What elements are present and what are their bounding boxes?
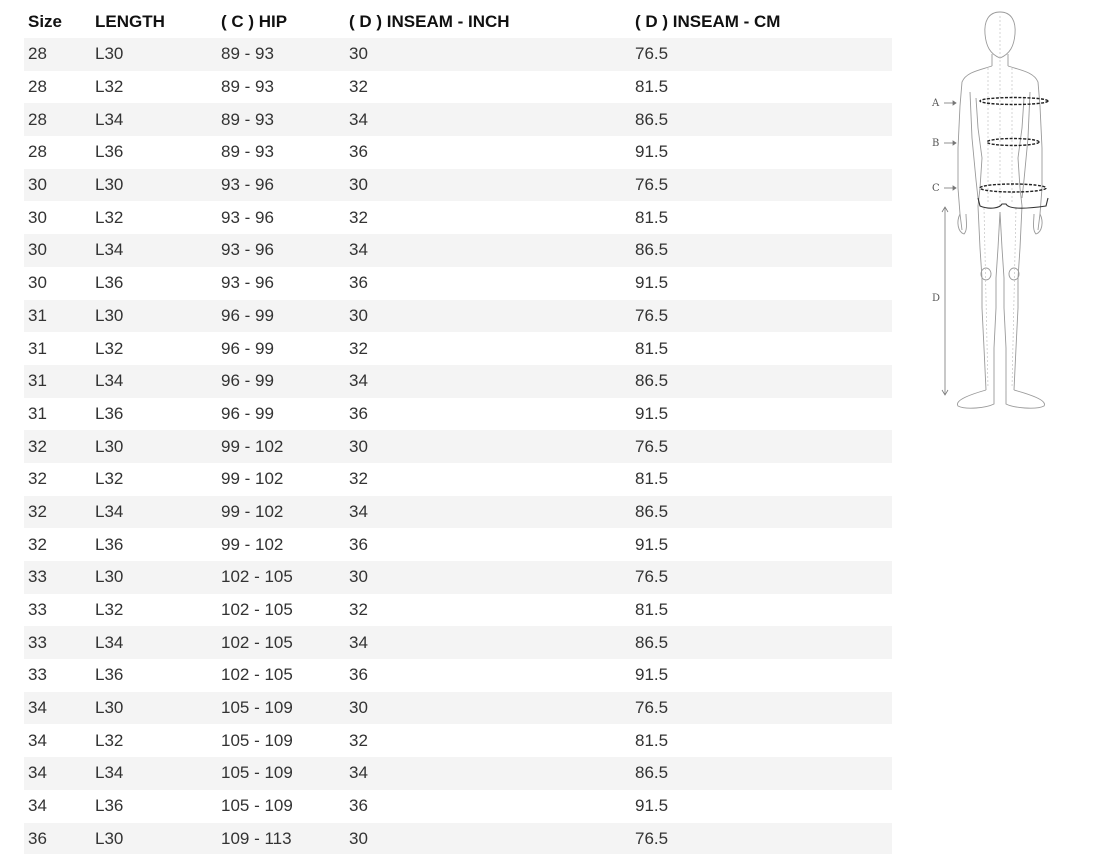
chest-measurement-band <box>980 98 1048 105</box>
cell-inseam-inch: 36 <box>349 273 368 293</box>
table-row <box>24 496 892 529</box>
cell-length: L32 <box>95 600 124 620</box>
cell-size: 28 <box>28 142 47 162</box>
cell-inseam-cm: 86.5 <box>635 763 669 783</box>
cell-inseam-inch: 30 <box>349 567 368 587</box>
cell-length: L30 <box>95 567 124 587</box>
header-size: Size <box>28 12 63 31</box>
cell-size: 31 <box>28 371 47 391</box>
table-row <box>24 659 892 692</box>
cell-hip: 102 - 105 <box>221 632 293 652</box>
table-row <box>24 594 892 627</box>
cell-length: L32 <box>95 469 124 489</box>
cell-hip: 89 - 93 <box>221 142 274 162</box>
cell-length: L34 <box>95 240 124 260</box>
table-row <box>24 136 892 169</box>
cell-hip: 105 - 109 <box>221 698 293 718</box>
cell-length: L30 <box>95 44 124 64</box>
cell-inseam-inch: 30 <box>349 436 368 456</box>
cell-length: L30 <box>95 436 124 456</box>
table-row <box>24 398 892 431</box>
cell-size: 30 <box>28 207 47 227</box>
cell-size: 31 <box>28 305 47 325</box>
cell-inseam-inch: 32 <box>349 77 368 97</box>
header-inseam-cm: ( D ) INSEAM - CM <box>635 12 781 31</box>
cell-hip: 105 - 109 <box>221 763 293 783</box>
table-row <box>24 757 892 790</box>
cell-hip: 109 - 113 <box>221 828 292 848</box>
cell-hip: 93 - 96 <box>221 240 274 260</box>
waist-measurement-band <box>987 139 1039 146</box>
cell-inseam-cm: 81.5 <box>635 207 669 227</box>
cell-inseam-cm: 91.5 <box>635 796 669 816</box>
cell-size: 34 <box>28 730 47 750</box>
cell-inseam-inch: 36 <box>349 796 368 816</box>
cell-length: L34 <box>95 501 124 521</box>
cell-inseam-inch: 36 <box>349 665 368 685</box>
label-a: A <box>932 98 940 109</box>
cell-inseam-inch: 34 <box>349 371 368 391</box>
cell-size: 28 <box>28 109 47 129</box>
cell-inseam-cm: 76.5 <box>635 175 669 195</box>
cell-inseam-cm: 81.5 <box>635 77 669 97</box>
cell-size: 32 <box>28 436 47 456</box>
table-row <box>24 463 892 496</box>
cell-size: 33 <box>28 665 47 685</box>
cell-length: L30 <box>95 305 124 325</box>
cell-length: L36 <box>95 142 124 162</box>
cell-hip: 105 - 109 <box>221 796 293 816</box>
cell-hip: 99 - 102 <box>221 501 284 521</box>
cell-size: 36 <box>28 828 47 848</box>
cell-length: L36 <box>95 534 124 554</box>
cell-length: L36 <box>95 796 124 816</box>
cell-inseam-cm: 91.5 <box>635 273 669 293</box>
body-figure-illustration <box>926 8 1086 412</box>
table-row <box>24 692 892 725</box>
header-inseam-inch: ( D ) INSEAM - INCH <box>349 12 510 31</box>
table-row <box>24 790 892 823</box>
cell-inseam-inch: 34 <box>349 632 368 652</box>
cell-size: 31 <box>28 403 47 423</box>
cell-size: 28 <box>28 77 47 97</box>
table-row <box>24 430 892 463</box>
table-row <box>24 169 892 202</box>
cell-length: L34 <box>95 632 124 652</box>
cell-size: 33 <box>28 567 47 587</box>
label-c: C <box>932 183 940 194</box>
cell-size: 32 <box>28 534 47 554</box>
cell-hip: 96 - 99 <box>221 403 274 423</box>
cell-length: L32 <box>95 730 124 750</box>
cell-inseam-inch: 30 <box>349 44 368 64</box>
cell-size: 30 <box>28 175 47 195</box>
cell-length: L36 <box>95 665 124 685</box>
cell-inseam-inch: 34 <box>349 240 368 260</box>
cell-inseam-inch: 30 <box>349 305 368 325</box>
table-row <box>24 201 892 234</box>
cell-length: L34 <box>95 763 124 783</box>
table-row <box>24 561 892 594</box>
cell-hip: 93 - 96 <box>221 207 274 227</box>
cell-length: L32 <box>95 207 124 227</box>
cell-hip: 99 - 102 <box>221 534 284 554</box>
table-row <box>24 528 892 561</box>
cell-length: L30 <box>95 175 124 195</box>
cell-inseam-cm: 76.5 <box>635 698 669 718</box>
cell-size: 30 <box>28 273 47 293</box>
cell-inseam-inch: 34 <box>349 763 368 783</box>
cell-length: L32 <box>95 338 124 358</box>
table-row <box>24 724 892 757</box>
table-row <box>24 71 892 104</box>
cell-inseam-cm: 86.5 <box>635 632 669 652</box>
cell-inseam-cm: 86.5 <box>635 240 669 260</box>
cell-inseam-inch: 36 <box>349 403 368 423</box>
cell-inseam-cm: 76.5 <box>635 567 669 587</box>
inseam-measurement-arrow <box>942 207 948 395</box>
table-row <box>24 300 892 333</box>
cell-hip: 89 - 93 <box>221 109 274 129</box>
label-b: B <box>932 138 940 149</box>
cell-size: 33 <box>28 600 47 620</box>
cell-hip: 96 - 99 <box>221 338 274 358</box>
cell-inseam-cm: 86.5 <box>635 371 669 391</box>
cell-hip: 99 - 102 <box>221 436 284 456</box>
cell-size: 34 <box>28 698 47 718</box>
cell-inseam-inch: 34 <box>349 109 368 129</box>
cell-inseam-cm: 91.5 <box>635 403 669 423</box>
cell-inseam-cm: 86.5 <box>635 109 669 129</box>
cell-size: 31 <box>28 338 47 358</box>
cell-inseam-inch: 32 <box>349 338 368 358</box>
cell-inseam-cm: 76.5 <box>635 828 669 848</box>
table-row <box>24 103 892 136</box>
cell-inseam-inch: 36 <box>349 142 368 162</box>
cell-size: 32 <box>28 501 47 521</box>
cell-inseam-cm: 76.5 <box>635 44 669 64</box>
table-row <box>24 365 892 398</box>
cell-inseam-inch: 32 <box>349 469 368 489</box>
cell-size: 32 <box>28 469 47 489</box>
table-row <box>24 267 892 300</box>
header-hip: ( C ) HIP <box>221 12 288 31</box>
table-row <box>24 38 892 71</box>
cell-hip: 102 - 105 <box>221 665 293 685</box>
cell-length: L34 <box>95 371 124 391</box>
cell-hip: 105 - 109 <box>221 730 293 750</box>
cell-size: 34 <box>28 763 47 783</box>
cell-size: 34 <box>28 796 47 816</box>
cell-length: L36 <box>95 403 124 423</box>
cell-length: L32 <box>95 77 124 97</box>
table-header-row <box>24 6 892 38</box>
table-row <box>24 332 892 365</box>
cell-inseam-inch: 36 <box>349 534 368 554</box>
cell-hip: 102 - 105 <box>221 567 293 587</box>
cell-inseam-cm: 76.5 <box>635 305 669 325</box>
cell-hip: 89 - 93 <box>221 44 274 64</box>
cell-hip: 93 - 96 <box>221 175 274 195</box>
table-row <box>24 626 892 659</box>
cell-size: 28 <box>28 44 47 64</box>
cell-inseam-cm: 91.5 <box>635 665 669 685</box>
cell-inseam-inch: 32 <box>349 730 368 750</box>
cell-inseam-inch: 32 <box>349 207 368 227</box>
cell-inseam-inch: 30 <box>349 698 368 718</box>
body-measurement-figure <box>926 8 1086 412</box>
cell-length: L30 <box>95 828 124 848</box>
cell-inseam-cm: 91.5 <box>635 534 669 554</box>
header-length: LENGTH <box>95 12 165 31</box>
cell-hip: 99 - 102 <box>221 469 284 489</box>
cell-length: L36 <box>95 273 124 293</box>
cell-inseam-inch: 32 <box>349 600 368 620</box>
cell-inseam-inch: 30 <box>349 175 368 195</box>
cell-inseam-cm: 76.5 <box>635 436 669 456</box>
table-row <box>24 234 892 267</box>
size-table <box>24 6 892 854</box>
cell-inseam-inch: 30 <box>349 828 368 848</box>
cell-inseam-cm: 81.5 <box>635 469 669 489</box>
cell-length: L34 <box>95 109 124 129</box>
cell-size: 30 <box>28 240 47 260</box>
cell-inseam-cm: 81.5 <box>635 600 669 620</box>
cell-inseam-cm: 91.5 <box>635 142 669 162</box>
cell-size: 33 <box>28 632 47 652</box>
label-d: D <box>932 293 941 304</box>
cell-hip: 102 - 105 <box>221 600 293 620</box>
cell-hip: 93 - 96 <box>221 273 274 293</box>
cell-hip: 96 - 99 <box>221 371 274 391</box>
cell-hip: 89 - 93 <box>221 77 274 97</box>
hip-measurement-band <box>978 184 1048 208</box>
cell-inseam-cm: 81.5 <box>635 338 669 358</box>
table-row <box>24 823 892 854</box>
cell-length: L30 <box>95 698 124 718</box>
cell-inseam-cm: 86.5 <box>635 501 669 521</box>
table-body <box>24 38 892 854</box>
cell-hip: 96 - 99 <box>221 305 274 325</box>
cell-inseam-inch: 34 <box>349 501 368 521</box>
cell-inseam-cm: 81.5 <box>635 730 669 750</box>
